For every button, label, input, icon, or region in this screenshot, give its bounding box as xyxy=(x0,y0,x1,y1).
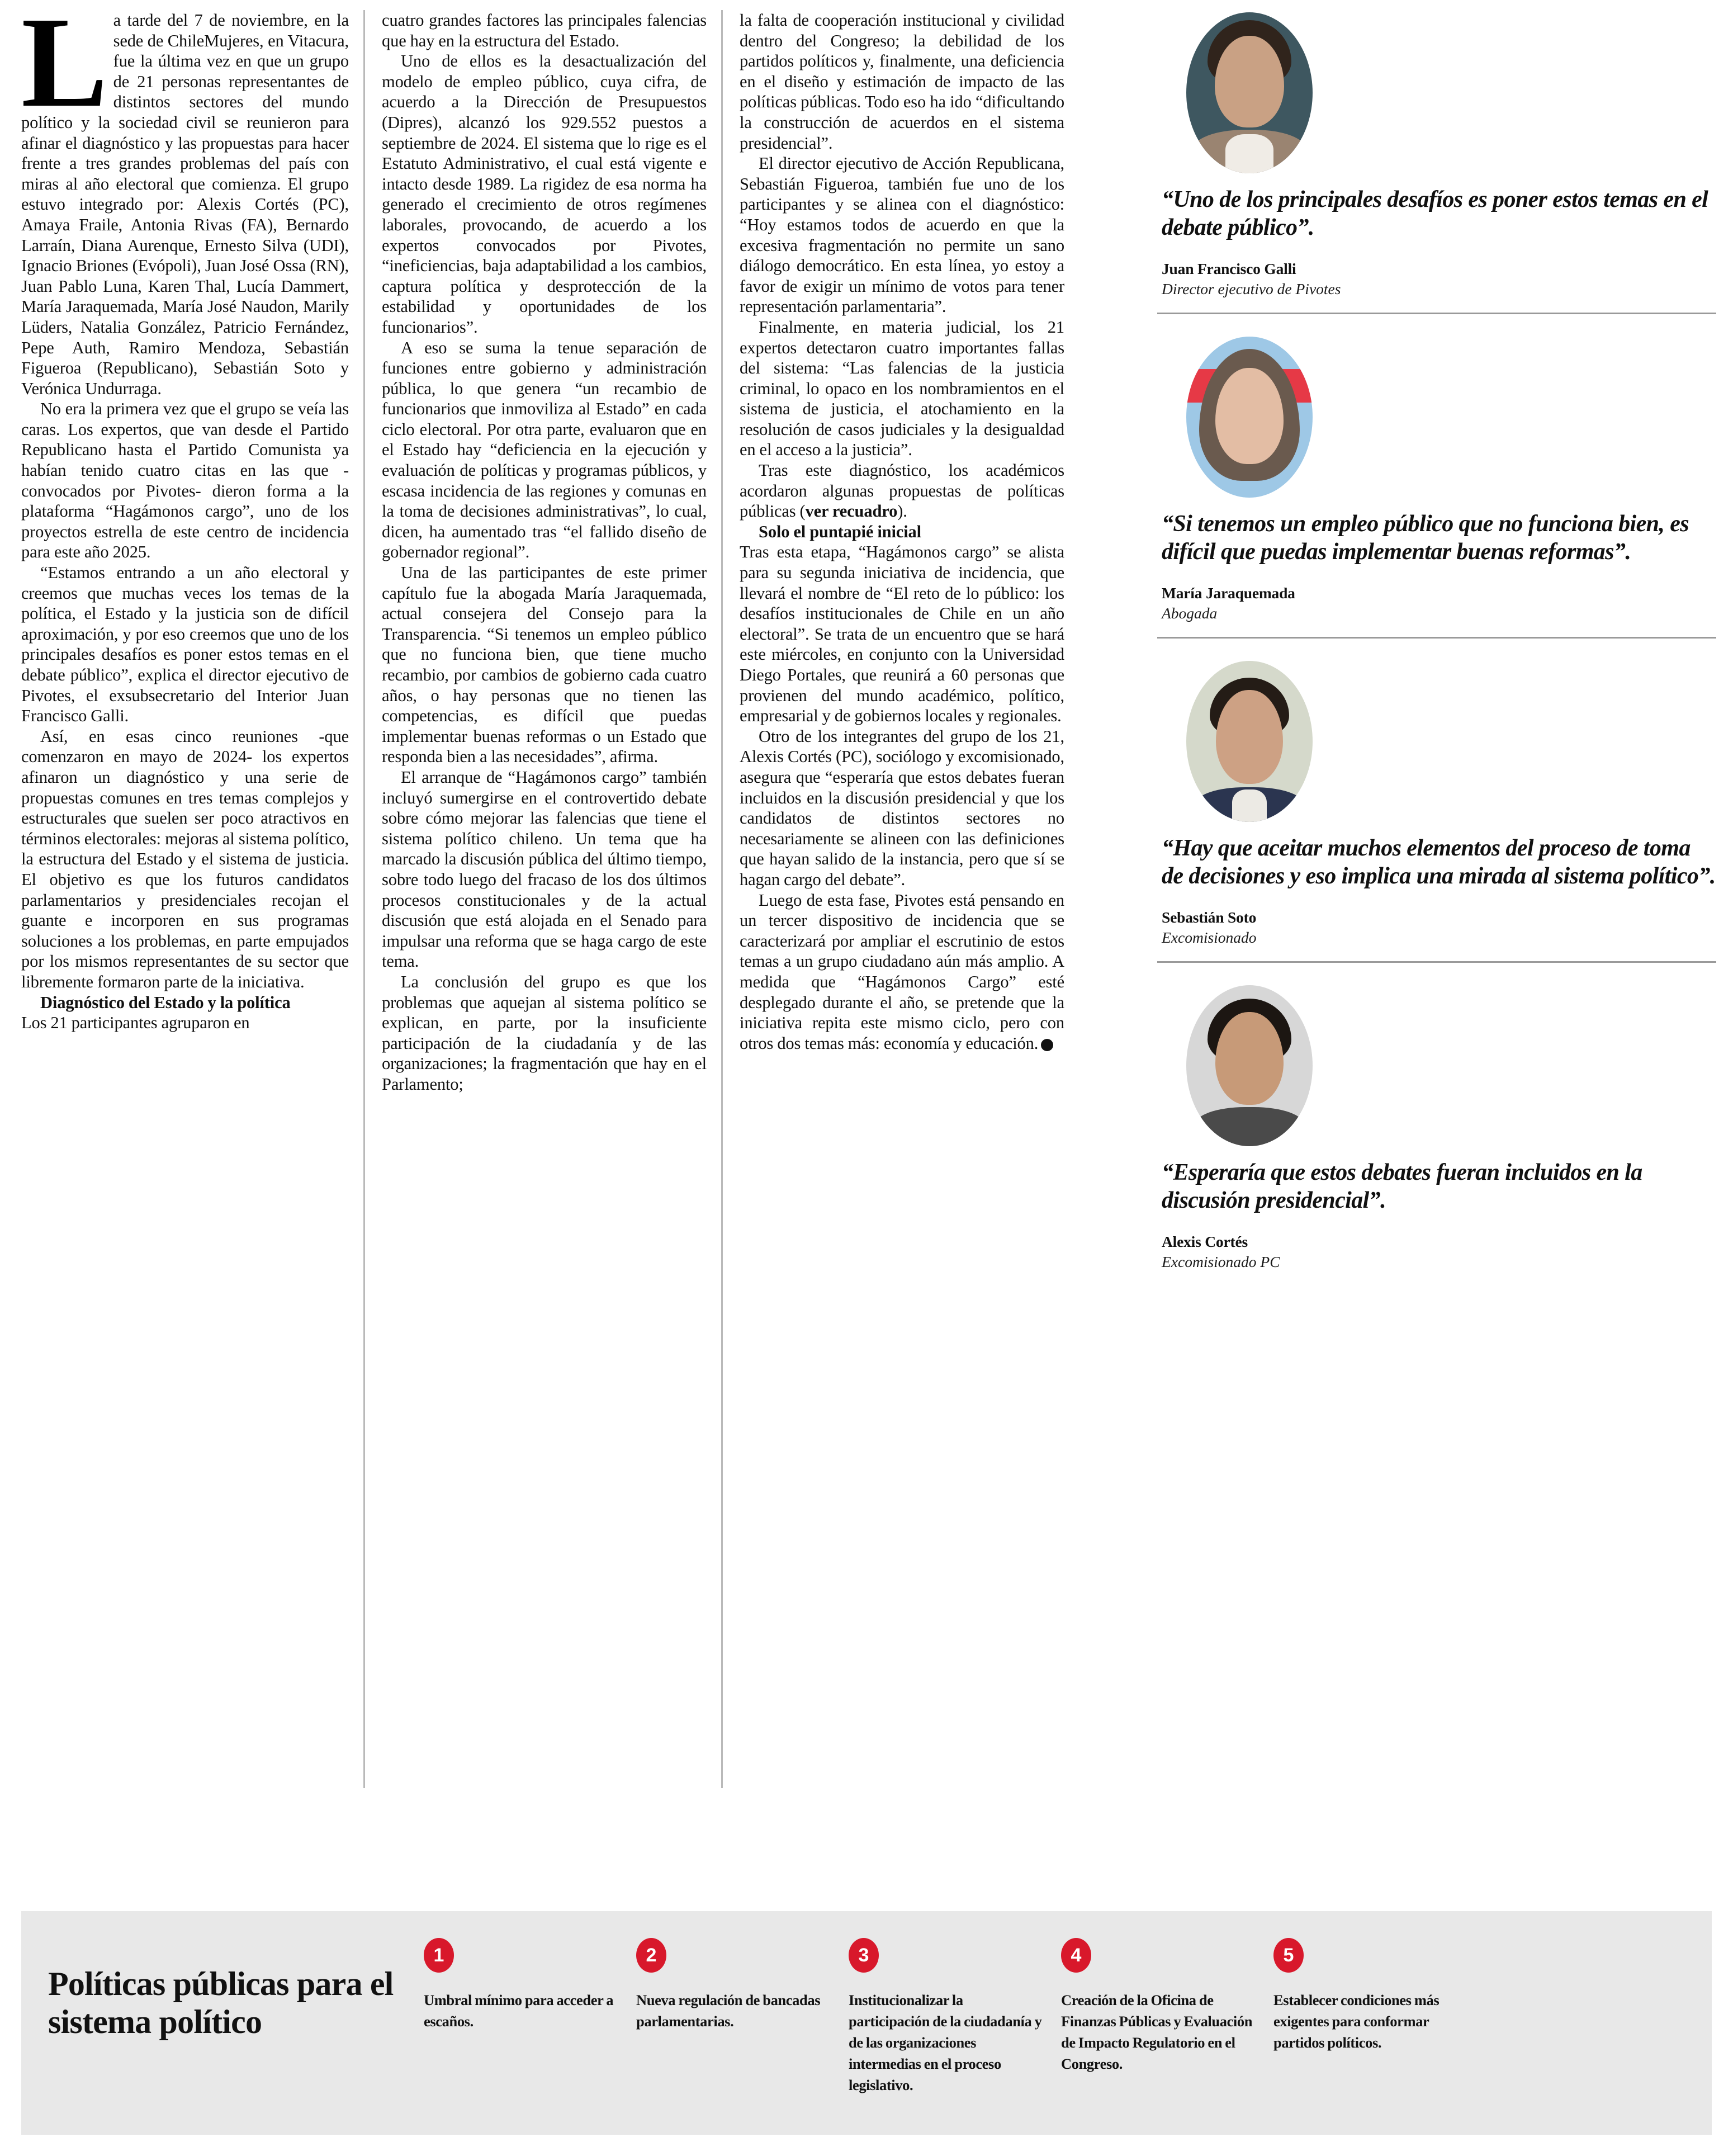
article-column-3 xyxy=(721,10,1079,1788)
quote-block xyxy=(1157,313,1716,637)
article-column-2 xyxy=(363,10,721,1788)
proposal-text: Umbral mínimo para acceder a escaños. xyxy=(424,1992,614,2030)
proposals-list xyxy=(424,1911,1712,2135)
panel-title: Políticas públicas para el sistema político xyxy=(48,1965,394,2040)
proposal-text: Establecer condiciones más exigentes para conformar partidos políticos. xyxy=(1273,1992,1440,2051)
quote-author-name: Alexis Cortés xyxy=(1162,1233,1248,1250)
quotes-sidebar xyxy=(1157,12,1716,1285)
paragraph: “Estamos entrando a un año electoral y creemos que muchas veces los temas de la política, el Estado y la justicia son de difícil aproximación, y por eso creemos que uno de los principales desafíos es poner estos temas en el debate público”, explica el director ejecutivo de Pivotes, el exsubsecretario del Interior Juan Francisco Galli. xyxy=(21,563,349,726)
proposal-number-badge: 3 xyxy=(849,1938,879,1973)
article-column-1 xyxy=(21,0,363,1788)
paragraph: Finalmente, en materia judicial, los 21 expertos detectaron cuatro importantes fallas del sistema: “Las falencias de la justicia criminal, lo opaco en los nombramientos en el sistema de justicia, el atochamiento en la resolución de casos judiciales y la desigualdad en el acceso a la justicia”. xyxy=(740,317,1064,460)
quote-text: “Esperaría que estos debates fueran incluidos en la discusión presidencial”. xyxy=(1162,1160,1642,1213)
proposal-item xyxy=(1273,1938,1486,2135)
proposal-text: Nueva regulación de bancadas parlamentarias. xyxy=(636,1992,821,2030)
proposal-item xyxy=(636,1938,849,2135)
quote-text: “Si tenemos un empleo público que no funciona bien, es difícil que puedas implementar buenas reformas”. xyxy=(1162,511,1689,565)
quote-text: “Hay que aceitar muchos elementos del proceso de toma de decisiones y eso implica una mirada al sistema político”. xyxy=(1162,835,1716,889)
proposal-item xyxy=(424,1938,636,2135)
proposal-item xyxy=(1061,1938,1273,2135)
portrait-sebastian-soto xyxy=(1186,661,1313,822)
paragraph: El arranque de “Hagámonos cargo” también incluyó sumergirse en el controvertido debate sobre cómo mejorar las falencias que tiene el sistema político chileno. Un tema que ha marcado la discusión pública del último tiempo, sobre todo luego del fracaso de los dos últimos procesos constitucionales y de la actual discusión que está alojada en el Senado para impulsar una reforma que se haga cargo de este tema. xyxy=(382,767,707,971)
paragraph xyxy=(21,0,349,399)
proposal-number-badge: 4 xyxy=(1061,1938,1091,1973)
see-box-reference: ver recuadro xyxy=(805,502,898,521)
end-of-article-icon: D xyxy=(1041,1039,1053,1051)
paragraph-text: Tras este diagnóstico, los académicos acordaron algunas propuestas de políticas públicas ( xyxy=(740,461,1064,521)
paragraph: El director ejecutivo de Acción Republicana, Sebastián Figueroa, también fue uno de los participantes y se alinea con el diagnóstico: “Hoy estamos todos de acuerdo en que la excesiva fragmentación no permite un sano diálogo democrático. En esta línea, yo estoy a favor de exigir un mínimo de votos para tener representación parlamentaria”. xyxy=(740,154,1064,316)
drop-cap: L xyxy=(21,0,108,134)
quote-text: “Uno de los principales desafíos es poner estos temas en el debate público”. xyxy=(1162,187,1708,240)
article-body xyxy=(21,0,1117,1788)
paragraph xyxy=(740,460,1064,522)
portrait-maria-jaraquemada xyxy=(1186,337,1313,498)
section-subheading: Diagnóstico del Estado y la política xyxy=(40,992,291,1012)
proposal-item xyxy=(849,1938,1061,2135)
proposal-text: Creación de la Oficina de Finanzas Públicas y Evaluación de Impacto Regulatorio en el Congreso. xyxy=(1061,1992,1253,2072)
paragraph-text: Luego de esta fase, Pivotes está pensando en un tercer dispositivo de incidencia que se caracterizará por ampliar el escrutinio de estos temas a un grupo ciudadano aún más amplio. A medida que “Hagámonos Cargo” esté desplegado durante el año, se pretende que la iniciativa repita este mismo ciclo, pero con otros dos temas más: economía y educación. xyxy=(740,890,1064,1053)
paragraph-text: a tarde del 7 de noviembre, en la sede de ChileMujeres, en Vitacura, fue la última vez en que un grupo de 21 personas representantes de distintos sectores del mundo político y la sociedad civil se reunieron para afinar el diagnóstico y las propuestas para hacer frente a tres grandes problemas del país con miras al año electoral que comienza. El grupo estuvo integrado por: Alexis Cortés (PC), Amaya Fraile, Antonia Rivas (FA), Bernardo Larraín, Diana Aurenque, Ernesto Silva (UDI), Ignacio Briones (Evópoli), Juan José Ossa (RN), Juan Pablo Luna, Karen Thal, Lucía Dammert, María Jaraquemada, María José Naudon, Marily Lüders, Natalia González, Patricio Fernández, Pepe Auth, Ramiro Mendoza, Sebastián Figueroa (Republicano), Sebastián Soto y Verónica Undurraga. xyxy=(21,11,349,398)
paragraph: Así, en esas cinco reuniones -que comenzaron en mayo de 2024- los expertos afinaron un diagnóstico y una serie de propuestas comunes en tres temas complejos y estructurales que suelen ser poco atractivos en términos electorales: mejoras al sistema político, la estructura del Estado y el sistema de justicia. El objetivo es que los futuros candidatos parlamentarios y presidenciales recojan el guante e incorporen en sus programas soluciones a los problemas, en parte empujados por los mismos representantes de su sector que libremente formaron parte de la iniciativa. xyxy=(21,726,349,991)
paragraph-text: ). xyxy=(897,502,907,521)
quote-author-role: Director ejecutivo de Pivotes xyxy=(1162,280,1341,297)
section-subheading: Solo el puntapié inicial xyxy=(759,522,921,541)
quote-author-role: Abogada xyxy=(1162,604,1218,622)
paragraph: Una de las participantes de este primer capítulo fue la abogada María Jaraquemada, actual consejera del Consejo para la Transparencia. “Si tenemos un empleo público que no funciona bien, que tiene mucho recambio, por cambios de gobierno cada cuatro años, o hay personas que no tienen las competencias, es difícil que puedas implementar buenas reformas o un Estado que responda bien a las necesidades”, afirma. xyxy=(382,563,707,767)
quote-block xyxy=(1157,961,1716,1285)
paragraph: No era la primera vez que el grupo se veía las caras. Los expertos, que van desde el Partido Republicano hasta el Partido Comunista ya habían tenido cuatro citas en las que -convocados por Pivotes- dieron forma a la plataforma “Hagámonos cargo”, uno de los proyectos estrella de este centro de incidencia para este año 2025. xyxy=(21,399,349,562)
quote-block xyxy=(1157,637,1716,961)
paragraph: cuatro grandes factores las principales falencias que hay en la estructura del Estado. xyxy=(382,11,707,50)
quote-author-role: Excomisionado PC xyxy=(1162,1253,1280,1270)
quote-block xyxy=(1157,12,1716,313)
paragraph: A eso se suma la tenue separación de funciones entre gobierno y administración pública, lo que genera “un recambio de funcionarios que inmoviliza al Estado” en cada ciclo electoral. Por otra parte, evaluaron que en el Estado hay “deficiencia en la ejecución y evaluación de políticas y programas públicos, y escasa incidencia de las regiones y comunas en la toma de decisiones administrativas”, lo cual, dicen, ha aumentado tras “el fallido diseño de gobernador regional”. xyxy=(382,338,707,562)
paragraph: Otro de los integrantes del grupo de los 21, Alexis Cortés (PC), sociólogo y excomisionado, asegura que “esperaría que estos debates fueran incluidos en la discusión presidencial y que los candidatos de distintos sectores no necesariamente se alineen con las definiciones que hayan salido de la instancia, pero que sí se hagan cargo del debate”. xyxy=(740,726,1064,889)
paragraph: la falta de cooperación institucional y civilidad dentro del Congreso; la debilidad de los partidos políticos y, finalmente, una deficiencia en el diseño y estimación de impacto de las políticas públicas. Todo eso ha ido “dificultando la construcción de acuerdos en el sistema presidencial”. xyxy=(740,11,1064,153)
portrait-alexis-cortes xyxy=(1186,985,1313,1146)
proposals-panel xyxy=(21,1911,1712,2135)
proposal-text: Institucionalizar la participación de la ciudadanía y de las organizaciones intermedias en el proceso legislativo. xyxy=(849,1992,1042,2093)
portrait-juan-francisco-galli xyxy=(1186,12,1313,173)
proposal-number-badge: 1 xyxy=(424,1938,454,1973)
paragraph: La conclusión del grupo es que los problemas que aquejan al sistema político se explican, en parte, por la insuficiente participación de la ciudadanía y de las organizaciones; la fragmentación que hay en el Parlamento; xyxy=(382,972,707,1094)
paragraph: Tras esta etapa, “Hagámonos cargo” se alista para su segunda iniciativa de incidencia, que llevará el nombre de “El reto de lo público: los desafíos institucionales de Chile en un año electoral”. Se trata de un encuentro que se hará este miércoles, en conjunto con la Universidad Diego Portales, que reunirá a 60 personas que provienen del mundo académico, político, empresarial y de gobiernos locales y regionales. xyxy=(740,542,1064,726)
quote-author-name: Sebastián Soto xyxy=(1162,909,1257,926)
paragraph: Uno de ellos es la desactualización del modelo de empleo público, cuya cifra, de acuerdo a la Dirección de Presupuestos (Dipres), alcanzó los 929.552 puestos a septiembre de 2024. El sistema que lo rige es el Estatuto Administrativo, el cual está vigente e intacto desde 1989. La rigidez de esa norma ha generado el crecimiento de otros regímenes laborales, provocando, de acuerdo a los expertos convocados por Pivotes, “ineficiencias, baja adaptabilidad a los cambios, captura política y desprotección de la estabilidad y oportunidades de los funcionarios”. xyxy=(382,51,707,337)
proposal-number-badge: 2 xyxy=(636,1938,666,1973)
paragraph xyxy=(740,890,1064,1054)
quote-author-name: María Jaraquemada xyxy=(1162,584,1295,602)
proposal-number-badge: 5 xyxy=(1273,1938,1304,1973)
quote-author-role: Excomisionado xyxy=(1162,929,1257,946)
paragraph: Los 21 participantes agruparon en xyxy=(21,1013,250,1033)
quote-author-name: Juan Francisco Galli xyxy=(1162,260,1296,277)
